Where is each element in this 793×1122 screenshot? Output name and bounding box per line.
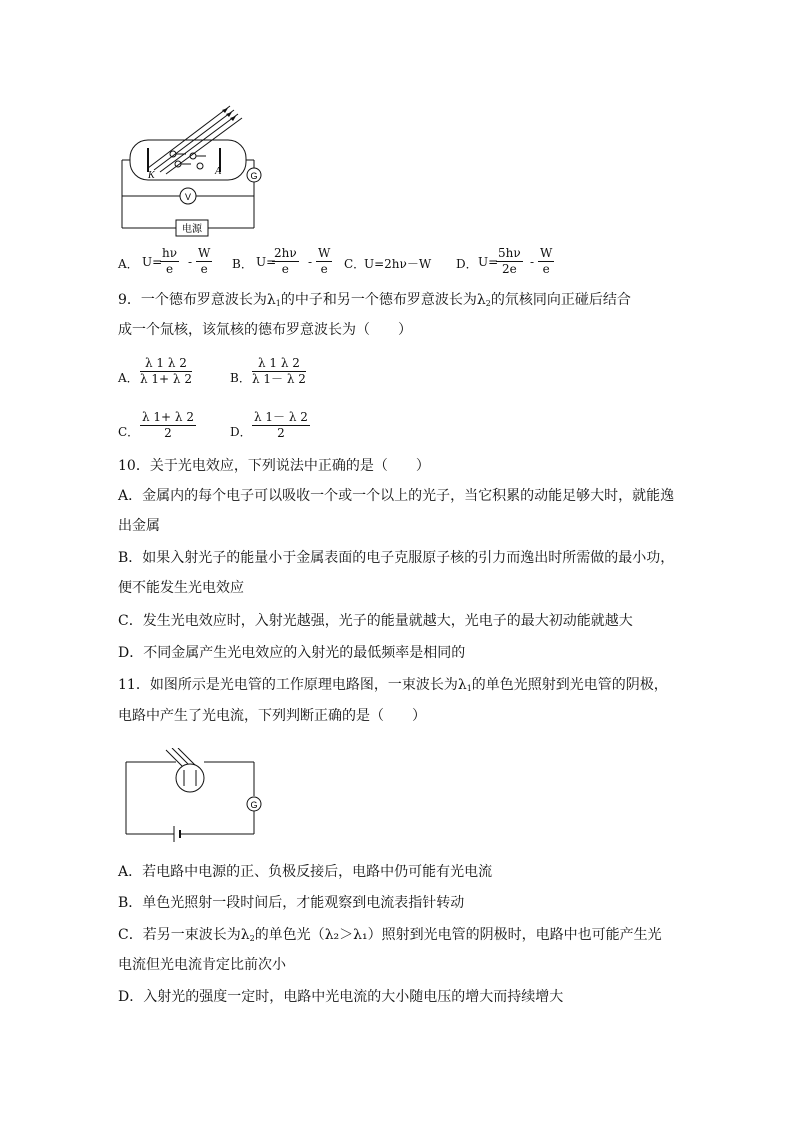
q10-option-a-line2[interactable]: 出金属 xyxy=(118,518,160,534)
q10-option-c[interactable]: C．发生光电效应时，入射光越强，光子的能量就越大，光电子的最大初动能就越大 xyxy=(118,613,633,629)
fraction: $\frac{\lambda 1- \lambda 2}{2}$ xyxy=(254,410,308,440)
power-supply-label: 电源 xyxy=(182,224,202,235)
fraction: $\frac{\lambda 1 \lambda 2}{\lambda 1+ \lambda 2}$ xyxy=(140,356,192,386)
q11-option-c-line2[interactable]: 电流但光电流肯定比前次小 xyxy=(118,957,286,973)
fraction: $\frac{h\nu}{e}$ xyxy=(162,246,178,276)
q10-option-b-line2[interactable]: 便不能发生光电效应 xyxy=(118,580,244,596)
option-letter: B． xyxy=(232,257,253,271)
q11-option-a[interactable]: A．若电路中电源的正、负极反接后，电路中仍可能有光电流 xyxy=(118,864,493,880)
formula-lhs: U= xyxy=(142,255,163,269)
fraction: $\frac{W}{e}$ xyxy=(318,246,331,276)
formula-lhs: U= xyxy=(256,255,277,269)
option-letter: C． xyxy=(118,425,140,439)
option-letter: C． xyxy=(344,257,366,271)
q9-stem-line2: 成一个氚核，该氚核的德布罗意波长为（ ） xyxy=(118,322,412,338)
fraction: $\frac{W}{e}$ xyxy=(198,246,211,276)
q10-option-a-line1[interactable]: A．金属内的每个电子可以吸收一个或一个以上的光子，当它积累的动能足够大时，就能逸 xyxy=(118,488,675,504)
option-letter: A． xyxy=(118,257,139,271)
option-letter: B． xyxy=(230,371,251,385)
galvanometer-label: G xyxy=(250,800,258,810)
fraction: $\frac{2h\nu}{e}$ xyxy=(274,246,297,276)
fraction: $\frac{\lambda 1+ \lambda 2}{2}$ xyxy=(142,410,194,440)
galvanometer-label: G xyxy=(250,171,258,181)
q11-option-c-line1[interactable]: C．若另一束波长为$\lambda_2$的单色光（λ₂＞λ₁）照射到光电管的阴极时，电路中也可能产生光 xyxy=(118,927,662,943)
minus-sign: - xyxy=(188,255,193,269)
q9-stem-line1: 9．一个德布罗意波长为$\lambda_1$的中子和另一个德布罗意波长为$\lambda_2$的氘核同向正碰后结合 xyxy=(118,292,631,308)
minus-sign: - xyxy=(530,255,535,269)
phototube-circuit-figure-2 xyxy=(118,748,263,843)
q11-stem-line1: 11．如图所示是光电管的工作原理电路图，一束波长为$\lambda_1$的单色光照射到光电管的阴极， xyxy=(118,677,668,693)
voltmeter-label: V xyxy=(184,192,192,202)
phototube-circuit-figure xyxy=(118,100,268,240)
fraction: $\frac{\lambda 1 \lambda 2}{\lambda 1- \lambda 2}$ xyxy=(252,356,306,386)
q10-stem: 10．关于光电效应，下列说法中正确的是（ ） xyxy=(118,458,430,474)
option-letter: D． xyxy=(456,257,478,271)
minus-sign: - xyxy=(308,255,313,269)
q10-option-b-line1[interactable]: B．如果入射光子的能量小于金属表面的电子克服原子核的引力而逸出时所需做的最小功， xyxy=(118,550,675,566)
fraction: $\frac{5h\nu}{2e}$ xyxy=(498,246,521,276)
q11-option-b[interactable]: B．单色光照射一段时间后，才能观察到电流表指针转动 xyxy=(118,895,465,911)
option-letter: D． xyxy=(230,425,252,439)
cathode-label: K xyxy=(148,170,155,181)
q11-option-d[interactable]: D．入射光的强度一定时，电路中光电流的大小随电压的增大而持续增大 xyxy=(118,989,564,1005)
anode-label: A xyxy=(215,166,222,177)
q10-option-d[interactable]: D．不同金属产生光电效应的入射光的最低频率是相同的 xyxy=(118,645,466,661)
q11-stem-line2: 电路中产生了光电流，下列判断正确的是（ ） xyxy=(118,708,426,724)
formula-lhs: U= xyxy=(478,255,499,269)
option-letter: A． xyxy=(118,371,139,385)
fraction: $\frac{W}{e}$ xyxy=(540,246,553,276)
formula: U=2hν－W xyxy=(364,257,432,271)
